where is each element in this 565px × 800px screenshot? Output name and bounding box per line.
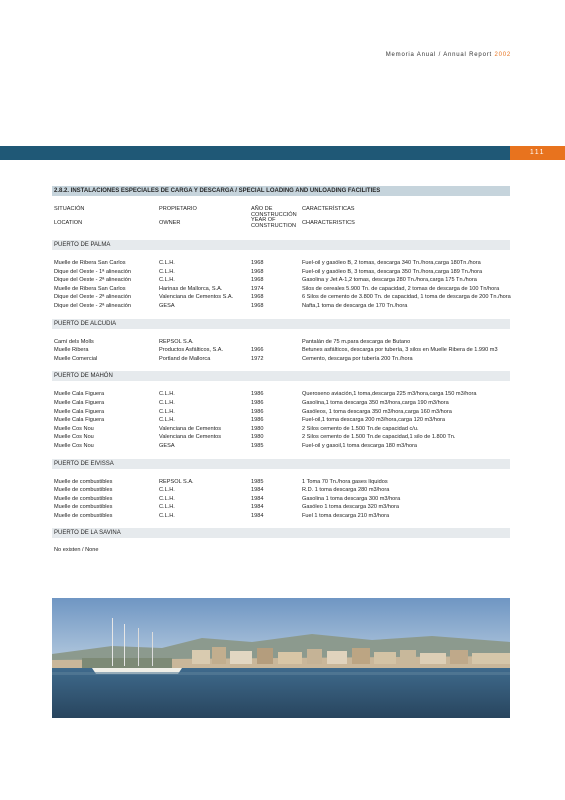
cell-owner: Valenciana de Cementos <box>159 425 222 432</box>
cell-location: Muelle Cala Figuera <box>54 408 105 415</box>
cell-year: 1986 <box>251 391 264 398</box>
cell-owner: C.L.H. <box>159 408 175 415</box>
cell-location: Muelle Cala Figuera <box>54 399 105 406</box>
cell-location: Muelle de combustibles <box>54 512 113 519</box>
region-palma-rows <box>52 250 510 317</box>
cell-characteristics: Fuel-oil y gasóleo B, 3 tomas, descarga 350 Tn./hora,carga 189 Tn./hora <box>302 268 483 275</box>
cell-year: 1968 <box>251 260 264 266</box>
cell-year: 1986 <box>251 399 264 406</box>
cell-characteristics: Betunes asfálticos, descarga por tubería, 3 silos en Muelle Ribera de 1.990 m3 <box>302 347 498 354</box>
cell-owner: REPSOL S.A. <box>159 338 194 345</box>
cell-year: 1984 <box>251 504 264 511</box>
table-row <box>52 399 510 408</box>
cell-characteristics: 6 Silos de cemento de 3.800 Tn. de capacidad, 1 toma de descarga de 200 Tn./hora <box>302 294 511 301</box>
region-eivissa: PUERTO DE EIVISSA <box>52 459 510 469</box>
cell-owner: Valenciana de Cementos <box>159 434 222 441</box>
cell-characteristics: R.D. 1 toma descarga 280 m3/hora <box>302 487 390 494</box>
table-row <box>52 293 510 302</box>
cell-year: 1966 <box>251 347 264 354</box>
cell-location: Muelle Ribera <box>54 347 89 354</box>
cell-characteristics: Silos de cereales 5.900 Tn. de capacidad, 2 tomas de descarga de 100 Tn/hora <box>302 285 500 292</box>
table-row <box>52 338 510 347</box>
column-headers-es <box>52 204 510 216</box>
cell-location: Camí dels Molls <box>54 338 94 345</box>
cell-location: Muelle Cala Figuera <box>54 391 105 398</box>
col-characteristics: CHARACTERISTICS <box>302 220 355 226</box>
cell-characteristics: 2 Silos cemento de 1.500 Tn.de capacidad c/u. <box>302 425 419 432</box>
cell-characteristics: Fuel-oil y gasoil,1 toma descarga 180 m3/hora <box>302 442 418 449</box>
table-row <box>52 302 510 311</box>
cell-year: 1972 <box>251 355 264 362</box>
cell-characteristics: 2 Silos cemento de 1.500 Tn.de capacidad,1 silo de 1.800 Tn. <box>302 434 456 441</box>
cell-year: 1968 <box>251 302 264 309</box>
cell-characteristics: Fuel-oil y gasóleo B, 2 tomas, descarga 340 Tn./hora,carga 180Tn./hora <box>302 260 481 266</box>
table-row <box>52 346 510 355</box>
cell-characteristics: Gasolina 1 toma descarga 300 m3/hora <box>302 495 401 502</box>
cell-owner: C.L.H. <box>159 512 175 519</box>
cell-location: Muelle de combustibles <box>54 478 113 485</box>
table-row <box>52 285 510 294</box>
table-row <box>52 512 510 521</box>
table-row <box>52 408 510 417</box>
cell-characteristics: Gasóleo 1 toma descarga 320 m3/hora <box>302 504 400 511</box>
cell-characteristics: Gasolina y Jet A-1,2 tomas, descarga 280 Tn./hora,carga 175 Tn./hora <box>302 277 477 284</box>
cell-owner: C.L.H. <box>159 399 175 406</box>
cell-year: 1974 <box>251 285 264 292</box>
table-row <box>52 495 510 504</box>
cell-location: Muelle de Ribera San Carlos <box>54 260 126 266</box>
cell-year: 1985 <box>251 442 264 449</box>
cell-year: 1980 <box>251 425 264 432</box>
cell-owner: Harinas de Mallorca, S.A. <box>159 285 223 292</box>
cell-year: 1968 <box>251 294 264 301</box>
cell-owner: C.L.H. <box>159 487 175 494</box>
cell-location: Dique del Oeste - 2ª alineación <box>54 302 132 309</box>
cell-characteristics: Fuel-oil,1 toma descarga 200 m3/hora,carga 120 m3/hora <box>302 417 446 424</box>
cell-characteristics: Cemento, descarga por tubería 200 Tn./hora <box>302 355 413 362</box>
cell-owner: Productos Asfálticos, S.A. <box>159 347 224 354</box>
header-band <box>0 146 565 160</box>
cell-characteristics: Pantalán de 75 m.para descarga de Butano <box>302 338 411 345</box>
region-eivissa-rows <box>52 469 510 527</box>
cell-location: Muelle Cos Nou <box>54 442 94 449</box>
region-alcudia-rows <box>52 329 510 370</box>
cell-characteristics: 1 Toma 70 Tn./hora gases líquidos <box>302 478 388 485</box>
col-situacion: SITUACIÓN <box>54 206 85 212</box>
cell-year: 1986 <box>251 417 264 424</box>
cell-owner: C.L.H. <box>159 277 175 284</box>
cell-owner: C.L.H. <box>159 417 175 424</box>
cell-year: 1968 <box>251 268 264 275</box>
table-row <box>52 486 510 495</box>
savina-note: No existen / None <box>54 547 99 554</box>
col-caracteristicas: CARACTERÍSTICAS <box>302 206 355 212</box>
page-number: 111 <box>510 146 565 160</box>
table-row <box>52 259 510 268</box>
cell-location: Dique del Oeste - 2ª alineación <box>54 277 132 284</box>
col-year: YEAR OF CONSTRUCTION <box>251 217 297 229</box>
harbor-photo <box>52 598 510 718</box>
cell-location: Muelle de combustibles <box>54 495 113 502</box>
cell-location: Muelle de combustibles <box>54 487 113 494</box>
cell-characteristics: Nafta,1 toma de descarga de 170 Tn./hora <box>302 302 408 309</box>
section-title: 2.8.2. INSTALACIONES ESPECIALES DE CARGA Y DESCARGA / SPECIAL LOADING AND UNLOADING FACILITIES <box>52 186 510 196</box>
cell-year: 1986 <box>251 408 264 415</box>
region-palma: PUERTO DE PALMA <box>52 240 510 250</box>
cell-owner: C.L.H. <box>159 268 175 275</box>
cell-characteristics: Gasolina,1 toma descarga 350 m3/hora,carga 190 m3/hora <box>302 399 449 406</box>
cell-location: Dique del Oeste - 2ª alineación <box>54 294 132 301</box>
table-row <box>52 416 510 425</box>
table-row <box>52 425 510 434</box>
cell-location: Dique del Oeste - 1ª alineación <box>54 268 132 275</box>
cell-location: Muelle Cos Nou <box>54 425 94 432</box>
cell-year: 1985 <box>251 478 264 485</box>
cell-characteristics: Gasóleos, 1 toma descarga 350 m3/hora,carga 160 m3/hora <box>302 408 452 415</box>
cell-owner: C.L.H. <box>159 495 175 502</box>
cell-year: 1984 <box>251 487 264 494</box>
col-ano: AÑO DE CONSTRUCCIÓN <box>251 206 297 218</box>
table-row <box>52 478 510 487</box>
col-location: LOCATION <box>54 220 83 226</box>
table-row <box>52 433 510 442</box>
cell-characteristics: Queroseno aviación,1 toma,descarga 225 m3/hora,carga 150 m3/hora <box>302 391 477 398</box>
cell-owner: C.L.H. <box>159 391 175 398</box>
col-propietario: PROPIETARIO <box>159 206 197 212</box>
table-row <box>52 442 510 451</box>
table-row <box>52 503 510 512</box>
cell-year: 1968 <box>251 277 264 284</box>
cell-owner: REPSOL S.A. <box>159 478 194 485</box>
region-alcudia: PUERTO DE ALCUDIA <box>52 319 510 329</box>
cell-location: Muelle de combustibles <box>54 504 113 511</box>
cell-location: Muelle Comercial <box>54 355 98 362</box>
report-header <box>386 52 511 58</box>
report-year: 2002 <box>494 52 511 58</box>
cell-location: Muelle de Ribera San Carlos <box>54 285 126 292</box>
table-row <box>52 355 510 364</box>
cell-owner: C.L.H. <box>159 260 175 266</box>
cell-location: Muelle Cala Figuera <box>54 417 105 424</box>
cell-owner: Valenciana de Cementos S.A. <box>159 294 234 301</box>
region-mahon: PUERTO DE MAHÓN <box>52 371 510 381</box>
cell-owner: C.L.H. <box>159 504 175 511</box>
region-savina: PUERTO DE LA SAVINA <box>52 528 510 538</box>
cell-characteristics: Fuel 1 toma descarga 210 m3/hora <box>302 512 390 519</box>
table-row <box>52 390 510 399</box>
col-owner: OWNER <box>159 220 181 226</box>
facilities-table <box>52 186 510 561</box>
cell-owner: Portland de Mallorca <box>159 355 211 362</box>
table-row <box>52 276 510 285</box>
column-headers-en <box>52 216 510 238</box>
region-mahon-rows <box>52 381 510 456</box>
table-row <box>52 268 510 277</box>
cell-year: 1984 <box>251 495 264 502</box>
cell-year: 1980 <box>251 434 264 441</box>
cell-year: 1984 <box>251 512 264 519</box>
cell-location: Muelle Cos Nou <box>54 434 94 441</box>
cell-owner: GESA <box>159 302 175 309</box>
cell-owner: GESA <box>159 442 175 449</box>
report-title: Memoria Anual / Annual Report <box>385 52 492 58</box>
